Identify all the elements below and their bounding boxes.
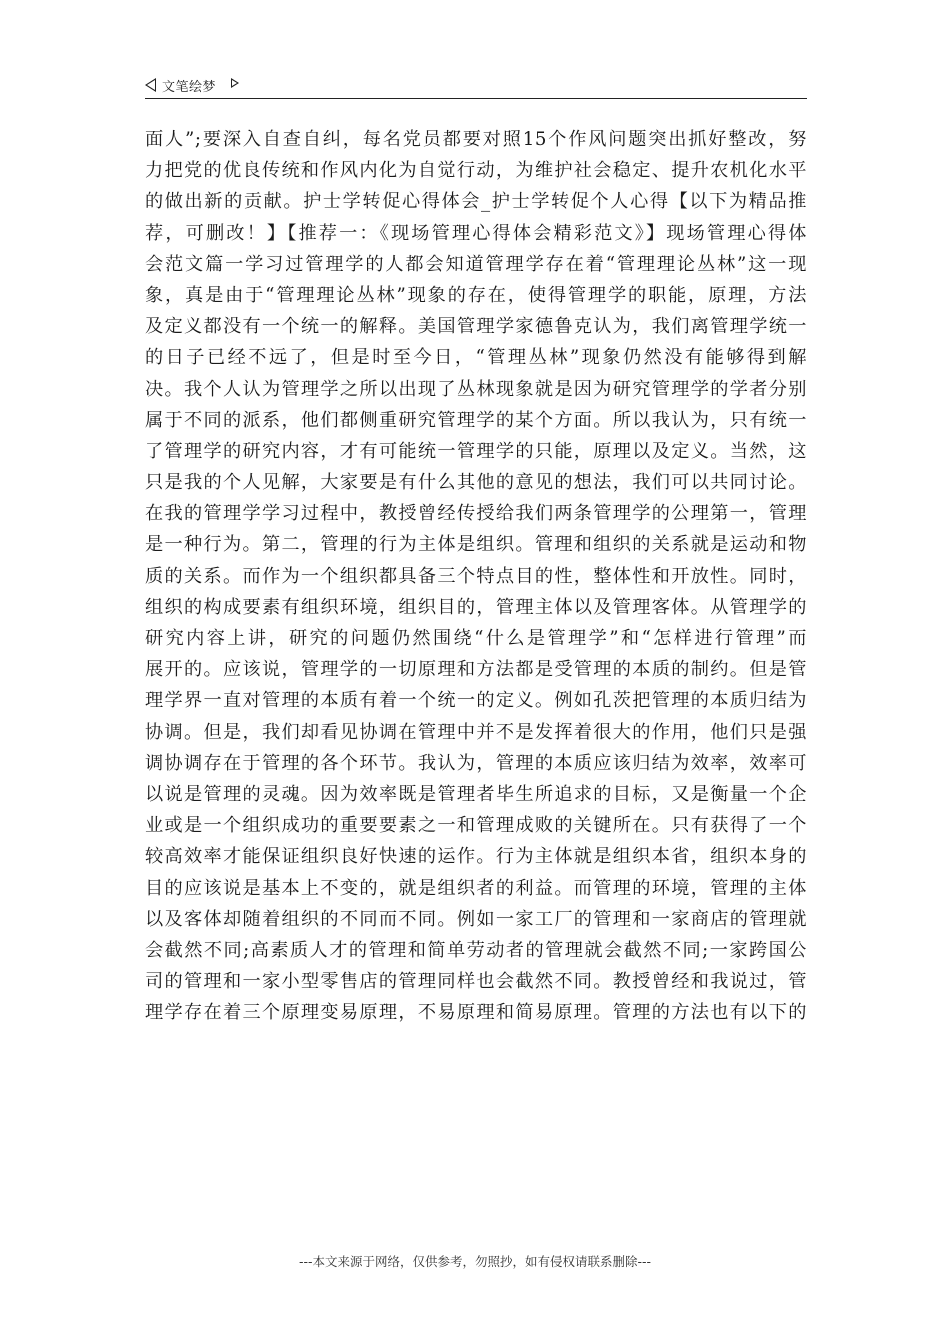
body-text-line: 以及客体却随着组织的不同而不同。例如一家工厂的管理和一家商店的管理就 (145, 908, 807, 930)
body-text-line: 组织的构成要素有组织环境，组织目的，管理主体以及管理客体。从管理学的 (145, 596, 807, 618)
body-text-line: 只是我的个人见解，大家要是有什么其他的意见的想法，我们可以共同讨论。 (145, 472, 807, 494)
body-text-line: 目的应该说是基本上不变的，就是组织者的利益。而管理的环境，管理的主体 (145, 877, 807, 899)
triangle-right-icon (231, 78, 239, 88)
body-text-line: 以说是管理的灵魂。因为效率既是管理者毕生所追求的目标，又是衡量一个企 (145, 783, 807, 805)
body-text-line: 业或是一个组织成功的重要要素之一和管理成败的关键所在。只有获得了一个 (145, 815, 807, 837)
page-header (145, 74, 807, 99)
body-text-line: 及定义都没有一个统一的解释。美国管理学家德鲁克认为，我们离管理学统一 (145, 316, 807, 338)
body-text-line: 的做出新的贡献。护士学转促心得体会_护士学转促个人心得【以下为精品推 (145, 191, 807, 213)
triangle-left-icon (145, 78, 156, 92)
body-text-line: 会范文篇一学习过管理学的人都会知道管理学存在着“管理理论丛林”这一现 (145, 253, 807, 275)
body-text-line: 属于不同的派系，他们都侧重研究管理学的某个方面。所以我认为，只有统一 (145, 409, 807, 431)
body-text-line: 象，真是由于“管理理论丛林”现象的存在，使得管理学的职能，原理，方法 (145, 284, 807, 306)
page-footer: ---本文来源于网络，仅供参考，勿照抄，如有侵权请联系删除--- (298, 1254, 652, 1269)
body-text-line: 是一种行为。第二，管理的行为主体是组织。管理和组织的关系就是运动和物 (145, 534, 807, 556)
body-text-line: 研究内容上讲，研究的问题仍然围绕“什么是管理学”和“怎样进行管理”而 (145, 628, 807, 649)
body-text-line: 力把党的优良传统和作风内化为自觉行动，为维护社会稳定、提升农机化水平 (145, 160, 807, 182)
body-text-line: 协调。但是，我们却看见协调在管理中并不是发挥着很大的作用，他们只是强 (145, 721, 807, 743)
body-text-line: 会截然不同;高素质人才的管理和简单劳动者的管理就会截然不同;一家跨国公 (145, 939, 807, 961)
body-text-line: 理学存在着三个原理变易原理，不易原理和简易原理。管理的方法也有以下的 (145, 1002, 807, 1024)
body-text-line: 的日子已经不远了，但是时至今日，“管理丛林”现象仍然没有能够得到解 (145, 347, 807, 369)
body-text-line: 质的关系。而作为一个组织都具备三个特点目的性，整体性和开放性。同时， (145, 565, 807, 587)
body-text-line: 决。我个人认为管理学之所以出现了丛林现象就是因为研究管理学的学者分别 (145, 378, 807, 400)
body-text-line: 面人”;要深入自查自纠，每名党员都要对照15个作风问题突出抓好整改，努 (145, 129, 807, 150)
body-text-line: 了管理学的研究内容，才有可能统一管理学的只能，原理以及定义。当然，这 (145, 440, 807, 462)
body-text-line: 司的管理和一家小型零售店的管理同样也会截然不同。教授曾经和我说过，管 (145, 971, 807, 993)
body-text-line: 在我的管理学学习过程中，教授曾经传授给我们两条管理学的公理第一，管理 (145, 503, 807, 525)
body-text-line: 展开的。应该说，管理学的一切原理和方法都是受管理的本质的制约。但是管 (145, 659, 807, 681)
header-brand: 文笔绘梦 (162, 80, 217, 95)
body-text-line: 调协调存在于管理的各个环节。我认为，管理的本质应该归结为效率，效率可 (145, 752, 807, 774)
body-text-line: 理学界一直对管理的本质有着一个统一的定义。例如孔茨把管理的本质归结为 (145, 690, 807, 712)
body-text-line: 较高效率才能保证组织良好快速的运作。行为主体就是组织本省，组织本身的 (145, 846, 807, 868)
body-text-line: 荐，可删改！】【推荐一：《现场管理心得体会精彩范文》】现场管理心得体 (145, 222, 807, 244)
document-body (145, 124, 807, 1028)
